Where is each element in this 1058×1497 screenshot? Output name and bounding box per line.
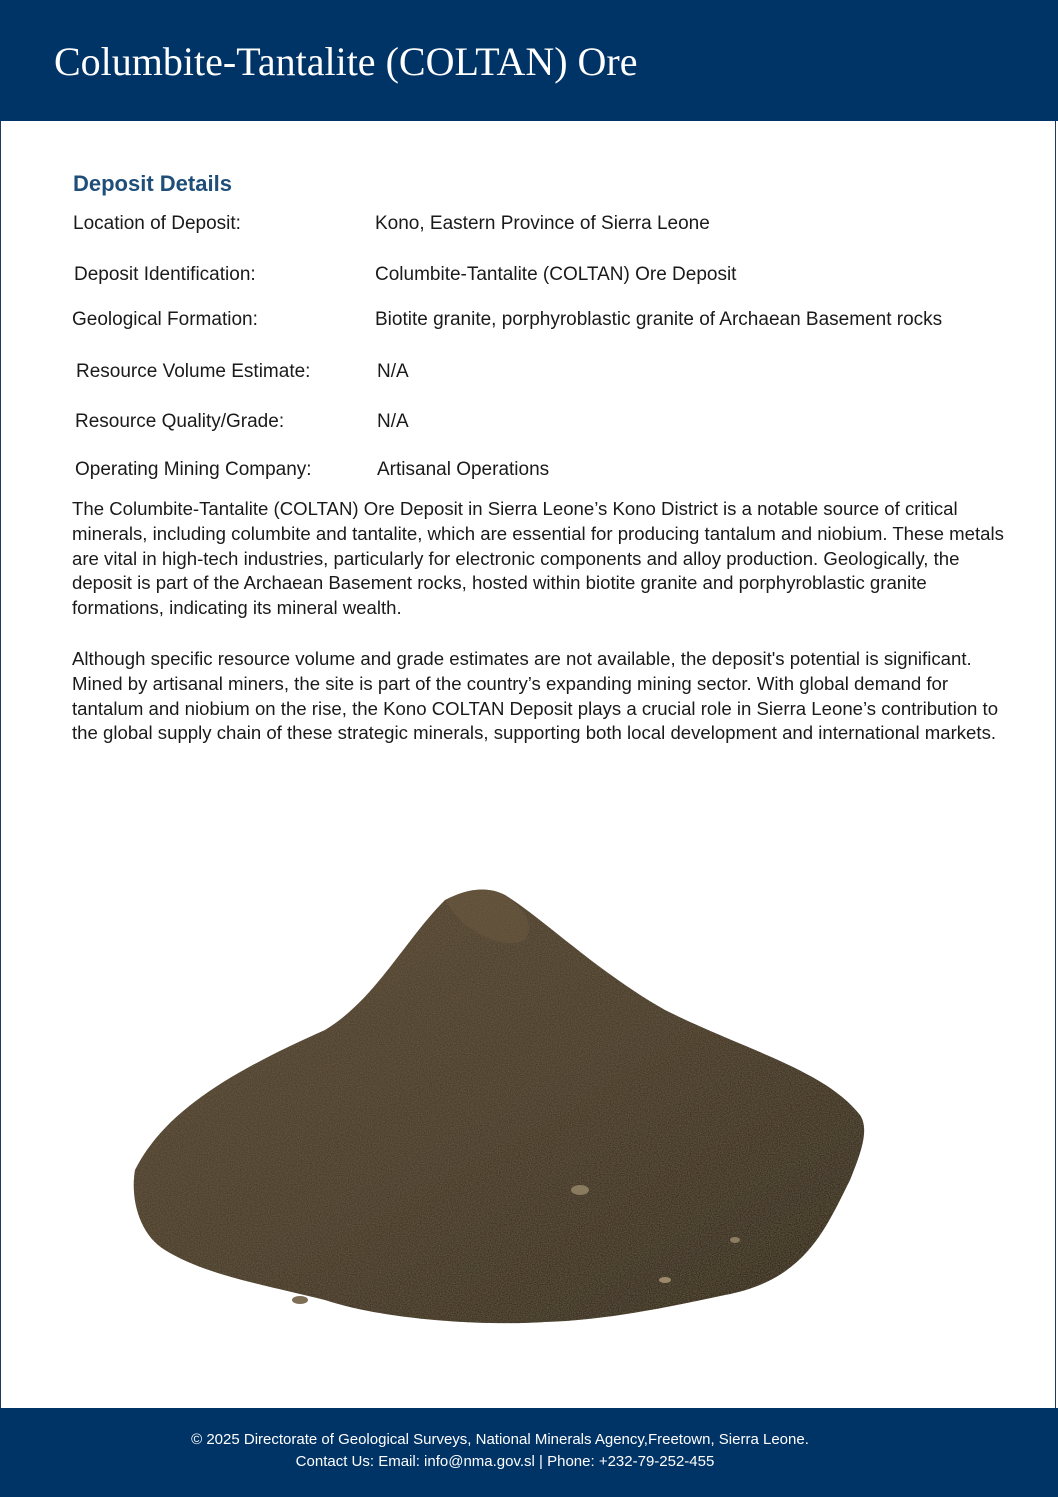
detail-label-operator: Operating Mining Company:: [75, 459, 312, 480]
detail-value-volume: N/A: [377, 361, 409, 382]
detail-label-location: Location of Deposit:: [73, 213, 241, 234]
detail-label-identification: Deposit Identification:: [74, 264, 256, 285]
detail-value-formation: Biotite granite, porphyroblastic granite of Archaean Basement rocks: [375, 309, 943, 330]
body-paragraph-2: Although specific resource volume and grade estimates are not available, the deposit's potential is significant. Mined by artisanal miners, the site is part of the country’s expanding mining sector. With global demand for tantalum and niobium on the rise, the Kono COLTAN Deposit plays a crucial role in Sierra Leone’s contribution to the global supply chain of these strategic minerals, supporting both local development and international markets.: [72, 648, 999, 744]
detail-label-grade: Resource Quality/Grade:: [75, 411, 285, 432]
coltan-ore-pile-image: [125, 880, 885, 1330]
detail-value-location: Kono, Eastern Province of Sierra Leone: [375, 213, 710, 234]
footer-copyright: © 2025 Directorate of Geological Surveys, National Minerals Agency,Freetown, Sierra Leone.: [191, 1431, 809, 1448]
body-paragraph-1: The Columbite-Tantalite (COLTAN) Ore Deposit in Sierra Leone’s Kono District is a notable source of critical minerals, including columbite and tantalite, which are essential for producing tantalum and niobium. These metals are vital in high-tech industries, particularly for electronic components and alloy production. Geologically, the deposit is part of the Archaean Basement rocks, hosted within biotite granite and porphyroblastic granite formations, indicating its mineral wealth.: [72, 498, 1004, 619]
page-header: [0, 0, 1058, 121]
detail-label-formation: Geological Formation:: [72, 309, 258, 330]
page-footer: [0, 1408, 1058, 1497]
detail-value-grade: N/A: [377, 411, 409, 432]
section-title: Deposit Details: [73, 171, 232, 196]
footer-contact: Contact Us: Email: info@nma.gov.sl | Phone: +232-79-252-455: [295, 1453, 715, 1470]
detail-value-identification: Columbite-Tantalite (COLTAN) Ore Deposit: [375, 264, 737, 285]
page-title: Columbite-Tantalite (COLTAN) Ore: [54, 39, 638, 84]
detail-label-volume: Resource Volume Estimate:: [76, 361, 311, 382]
detail-value-operator: Artisanal Operations: [377, 459, 550, 480]
